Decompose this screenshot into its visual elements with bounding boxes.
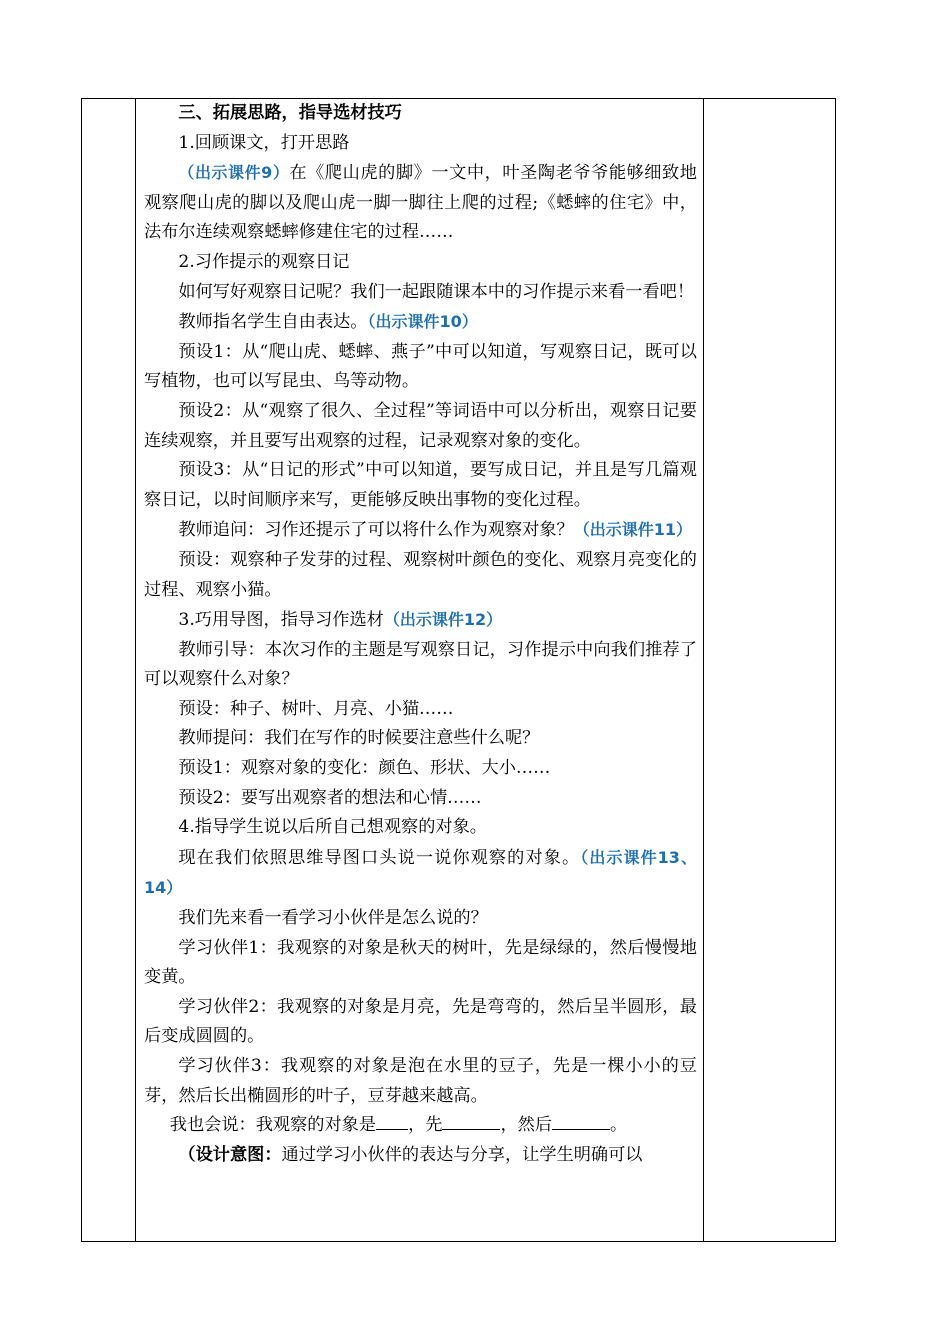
teacher-question: 教师提问：我们在写作的时候要注意些什么呢？ xyxy=(178,728,540,749)
lesson-plan-table xyxy=(81,98,836,1242)
design-intent: （设计意图：通过学习小伙伴的表达与分享，让学生明确可以 xyxy=(178,1144,643,1165)
preset-change: 预设1：观察对象的变化：颜色、形状、大小…… xyxy=(178,758,551,779)
paragraph-partners-intro: 我们先来看一看学习小伙伴是怎么说的？ xyxy=(178,908,488,929)
paragraph-teacher-name: 教师指名学生自由表达。（出示课件10） xyxy=(178,312,478,333)
partner-3: 学习伙伴3：我观察的对象是泡在水里的豆子，先是一棵小小的豆芽，然后长出椭圆形的叶子，豆芽越来越高。 xyxy=(144,1056,697,1106)
preset-list: 预设：种子、树叶、月亮、小猫…… xyxy=(178,698,454,719)
paragraph-recall: （出示课件9）在《爬山虎的脚》一文中，叶圣陶老爷爷能够细致地观察爬山虎的脚以及爬山虎一脚一脚往上爬的过程;《蟋蟀的住宅》中，法布尔连续观察蟋蟀修建住宅的过程…… xyxy=(144,163,697,243)
section-heading: 三、拓展思路，指导选材技巧 xyxy=(178,103,402,123)
blank-line xyxy=(552,1111,610,1130)
paragraph-teacher-ask: 教师追问：习作还提示了可以将什么作为观察对象？（出示课件11） xyxy=(178,520,692,541)
partner-1: 学习伙伴1：我观察的对象是秋天的树叶，先是绿绿的，然后慢慢地变黄。 xyxy=(144,937,697,988)
preset-1: 预设1：从“爬山虎、蟋蟀、燕子”中可以知道，写观察日记，既可以写植物，也可以写昆虫、鸟等动物。 xyxy=(144,341,697,392)
courseware-tag: （出示课件12） xyxy=(383,610,503,630)
courseware-tag: （出示课件10） xyxy=(367,312,478,332)
content-cell xyxy=(136,99,704,1242)
paragraph-say: 现在我们依照思维导图口头说一说你观察的对象。（出示课件13、14） xyxy=(144,847,697,898)
blank-line xyxy=(376,1111,408,1130)
preset-2: 预设2：从“观察了很久、全过程”等词语中可以分析出，观察日记要连续观察，并且要写出观察的过程，记录观察对象的变化。 xyxy=(144,400,697,451)
step-4-heading: 4.指导学生说以后所自己想观察的对象。 xyxy=(178,817,487,838)
blank-line xyxy=(442,1111,500,1130)
preset-3: 预设3：从“日记的形式”中可以知道，要写成日记，并且是写几篇观察日记，以时间顺序来写，更能够反映出事物的变化过程。 xyxy=(144,460,697,510)
right-notes-cell xyxy=(704,99,836,1242)
fill-in-sentence: 我也会说：我观察的对象是 ，先 ，然后 。 xyxy=(144,1111,697,1141)
teacher-guide: 教师引导：本次习作的主题是写观察日记，习作提示中向我们推荐了可以观察什么对象？ xyxy=(144,639,697,690)
step-2-heading: 2.习作提示的观察日记 xyxy=(178,251,350,272)
step-1-heading: 1.回顾课文，打开思路 xyxy=(178,132,350,153)
courseware-tag: （出示课件13、14） xyxy=(144,847,697,898)
partner-2: 学习伙伴2：我观察的对象是月亮，先是弯弯的，然后呈半圆形，最后变成圆圆的。 xyxy=(144,996,697,1047)
paragraph-how-to: 如何写好观察日记呢？我们一起跟随课本中的习作提示来看一看吧！ xyxy=(178,281,695,302)
left-margin-cell xyxy=(82,99,136,1242)
preset-objects: 预设：观察种子发芽的过程、观察树叶颜色的变化、观察月亮变化的过程、观察小猫。 xyxy=(144,549,697,600)
courseware-tag: （出示课件11） xyxy=(573,520,692,540)
step-3-heading: 3.巧用导图，指导习作选材（出示课件12） xyxy=(178,610,503,631)
courseware-tag: （出示课件9） xyxy=(178,163,290,183)
content-body xyxy=(136,99,703,1170)
preset-feelings: 预设2：要写出观察者的想法和心情…… xyxy=(178,787,482,808)
